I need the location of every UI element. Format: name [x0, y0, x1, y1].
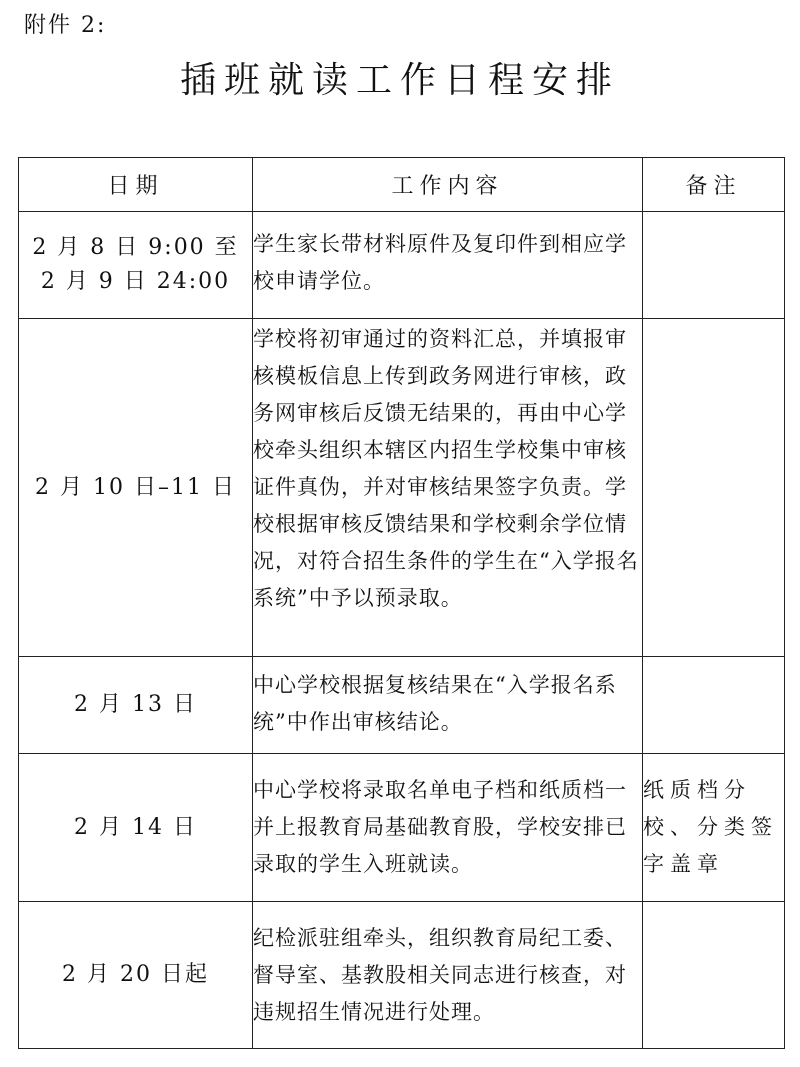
attachment-label: 附件 2:: [24, 13, 107, 38]
table-row: [19, 212, 785, 319]
table-header-row: [19, 158, 785, 212]
header-date: 日期: [19, 158, 253, 212]
date-cell: 2 月 10 日–11 日: [19, 319, 253, 657]
note-cell: [643, 319, 785, 657]
content-cell: 中心学校根据复核结果在“入学报名系统”中作出审核结论。: [253, 657, 643, 754]
schedule-table: [18, 157, 785, 1049]
date-cell: 2 月 13 日: [19, 657, 253, 754]
note-cell: [643, 902, 785, 1049]
content-cell: 纪检派驻组牵头，组织教育局纪工委、督导室、基教股相关同志进行核查，对违规招生情况进行处理。: [253, 902, 643, 1049]
note-cell: [643, 657, 785, 754]
content-cell: 中心学校将录取名单电子档和纸质档一并上报教育局基础教育股，学校安排已录取的学生入班就读。: [253, 754, 643, 902]
note-cell: 纸质档分校、分类签字盖章: [643, 754, 785, 902]
note-cell: [643, 212, 785, 319]
date-cell: 2 月 20 日起: [19, 902, 253, 1049]
table-row: [19, 902, 785, 1049]
table-row: [19, 754, 785, 902]
date-cell: 2 月 8 日 9:00 至 2 月 9 日 24:00: [19, 212, 253, 319]
content-cell: 学生家长带材料原件及复印件到相应学校申请学位。: [253, 212, 643, 319]
table-row: [19, 319, 785, 657]
header-note: 备注: [643, 158, 785, 212]
content-cell: 学校将初审通过的资料汇总，并填报审核模板信息上传到政务网进行审核，政务网审核后反馈无结果的，再由中心学校牵头组织本辖区内招生学校集中审核证件真伪，并对审核结果签字负责。学校根据审核反馈结果和学校剩余学位情况，对符合招生条件的学生在“入学报名系统”中予以预录取。: [253, 319, 643, 657]
page-title: 插班就读工作日程安排: [179, 60, 620, 101]
date-cell: 2 月 14 日: [19, 754, 253, 902]
header-content: 工作内容: [253, 158, 643, 212]
table-row: [19, 657, 785, 754]
